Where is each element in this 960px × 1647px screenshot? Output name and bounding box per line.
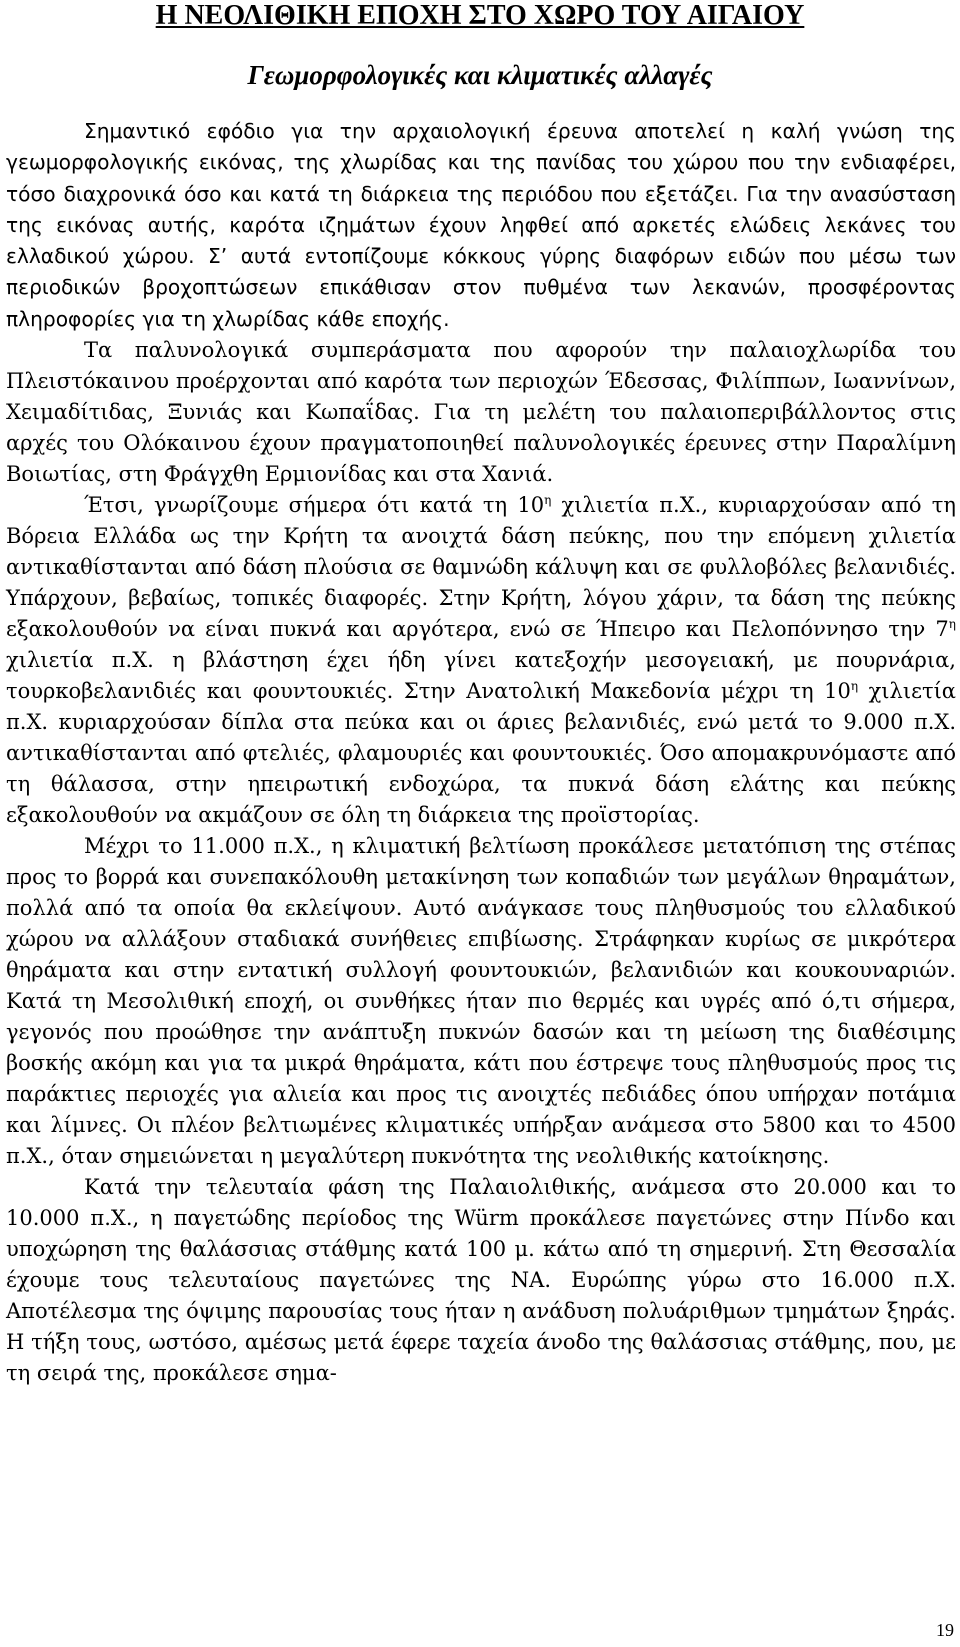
paragraph-palynology: Τα παλυνολογικά συμπεράσματα που αφορούν την παλαιοχλωρίδα του Πλειστόκαινου προέρχονται από καρότα των περιοχών Έδεσσας, Φιλίππων, Ιωαννίνων, Χειμαδίτιδας, Ξυνιάς και Κωπαΐδας. Για τη μελέτη του παλαιοπεριβάλλοντος στις αρχές του Ολόκαινου έχουν πραγματοποιηθεί παλυνολογικές έρευνες στην Παραλίμνη Βοιωτίας, στη Φράγχθη Ερμιονίδας και στα Χανιά.	[6, 338, 956, 487]
text-segment: χιλιετία π.Χ. η βλάστηση έχει ήδη γίνει κατεξοχήν μεσογειακή, με πουρνάρια, τουρκοβελανιδιές και φουντουκιές. Στην Ανατολική Μακεδονία μέχρι τη 10	[6, 648, 956, 704]
paragraph-climate-improvement: Μέχρι το 11.000 π.Χ., η κλιματική βελτίωση προκάλεσε μετατόπιση της στέπας προς το βορρά και συνεπακόλουθη μετακίνηση των κοπαδιών των μεγάλων θηραμάτων, πολλά από τα οποία θα εκλείψουν. Αυτό ανάγκασε τους πληθυσμούς του ελλαδικού χώρου να αλλάξουν σταδιακά συνήθειες επιβίωσης. Στράφηκαν κυρίως σε μικρότερα θηράματα και στην εντατική συλλογή φουντουκιών, βελανιδιών και κουκουναριών. Κατά τη Μεσολιθική εποχή, οι συνθήκες ήταν πιο θερμές και υγρές από ό,τι σήμερα, γεγονός που προώθησε την ανάπτυξη πυκνών δασών και τη μείωση της διαθέσιμης βοσκής ακόμη και για τα μικρά θηράματα, κάτι που έστρεψε τους πληθυσμούς προς τις παράκτιες περιοχές για αλιεία και προς τις ανοιχτές πεδιάδες όπου υπήρχαν ποτάμια και λίμνες. Οι πλέον βελτιωμένες κλιματικές υπήρξαν ανάμεσα στο 5800 και το 4500 π.Χ., όταν σημειώνεται η μεγαλύτερη πυκνότητα της νεολιθικής κατοίκησης.	[6, 834, 956, 1169]
text-segment: Έτσι, γνωρίζουμε σήμερα ότι κατά τη 10	[84, 493, 545, 518]
text-segment: χιλιετία π.Χ. κυριαρχούσαν δίπλα στα πεύκα και οι άριες βελανιδιές, ενώ μετά το 9.000 π.Χ. αντικαθίστανται από φτελιές, φλαμουριές και φουντουκιές. Όσο απομακρυνόμαστε από τη θάλασσα, στην ηπειρωτική ενδοχώρα, τα πυκνά δάση ελάτης και πεύκης εξακολουθούν να ακμάζουν σε όλη τη διάρκεια της προϊστορίας.	[6, 679, 956, 828]
page-number: 19	[936, 1620, 954, 1640]
ordinal-superscript: η	[544, 493, 552, 508]
section-subtitle: Γεωμορφολογικές και κλιματικές αλλαγές	[247, 60, 713, 90]
paragraph-research-sources: Σημαντικό εφόδιο για την αρχαιολογική έρευνα αποτελεί η καλή γνώση της γεωμορφολογικής εικόνας, της χλωρίδας και της πανίδας του χώρου που την ενδιαφέρει, τόσο διαχρονικά όσο και κατά τη διάρκεια της περιόδου που εξετάζει. Για την ανασύσταση της εικόνας αυτής, καρότα ιζημάτων έχουν ληφθεί από αρκετές ελώδεις λεκάνες του ελλαδικού χώρου. Σ’ αυτά εντοπίζουμε κόκκους γύρης διαφόρων ειδών που μέσω των περιοδικών βροχοπτώσεων επικάθισαν στον πυθμένα των λεκανών, προσφέροντας πληροφορίες για τη χλωρίδας κάθε εποχής.	[6, 119, 956, 331]
ordinal-superscript: η	[948, 617, 956, 632]
paragraph-glaciation: Κατά την τελευταία φάση της Παλαιολιθικής, ανάμεσα στο 20.000 και το 10.000 π.Χ., η παγετώδης περίοδος της Würm προκάλεσε παγετώνες στην Πίνδο και υποχώρηση της θαλάσσιας στάθμης κατά 100 μ. κάτω από τη σημερινή. Στη Θεσσαλία έχουμε τους τελευταίους παγετώνες της ΝΑ. Ευρώπης γύρω στο 16.000 π.Χ. Αποτέλεσμα της όψιμης παρουσίας τους ήταν η ανάδυση πολυάριθμων τμημάτων ξηράς. Η τήξη τους, ωστόσο, αμέσως μετά έφερε ταχεία άνοδο της θαλάσσιας στάθμης, που, με τη σειρά της, προκάλεσε σημα-	[6, 1175, 956, 1386]
page-title: Η ΝΕΟΛΙΘΙΚΗ ΕΠΟΧΗ ΣΤΟ ΧΩΡΟ ΤΟΥ ΑΙΓΑΙΟΥ	[155, 0, 805, 31]
paragraph-vegetation	[6, 490, 956, 831]
ordinal-superscript: η	[850, 679, 859, 694]
text-segment: χιλιετία π.Χ., κυριαρχούσαν από τη Βόρεια Ελλάδα ως την Κρήτη τα ανοιχτά δάση πεύκης, που την επόμενη χιλιετία αντικαθίστανται από δάση πλούσια σε θαμνώδη κάλυψη και σε φυλλοβόλες βελανιδιές. Υπάρχουν, βεβαίως, τοπικές διαφορές. Στην Κρήτη, λόγου χάριν, τα δάση της πεύκης εξακολουθούν να είναι πυκνά και αργότερα, ενώ σε Ήπειρο και Πελοπόννησο την 7	[6, 493, 956, 642]
body-text	[6, 116, 956, 1389]
